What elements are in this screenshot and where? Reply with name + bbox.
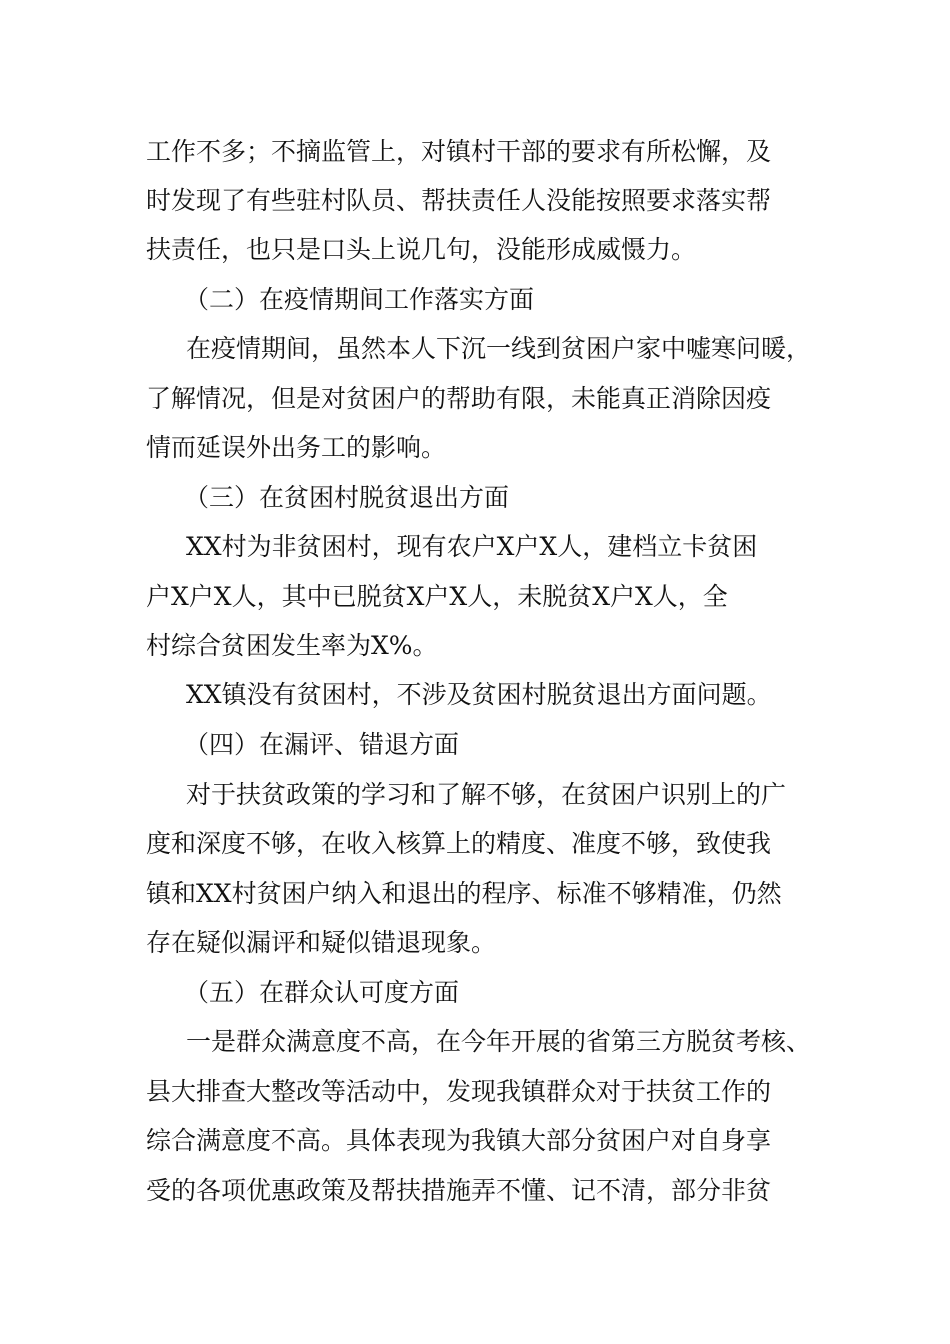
text-line: 度和深度不够，在收入核算上的精度、准度不够，致使我 bbox=[146, 829, 772, 858]
text-line: 户X户X人，其中已脱贫X户X人，未脱贫X户X人，全 bbox=[146, 582, 728, 611]
text-line: 对于扶贫政策的学习和了解不够，在贫困户识别上的广 bbox=[186, 780, 787, 809]
section-heading: （二）在疫情期间工作落实方面 bbox=[184, 285, 535, 314]
text-line: 时发现了有些驻村队员、帮扶责任人没能按照要求落实帮 bbox=[146, 186, 772, 215]
text-line: 工作不多；不摘监管上，对镇村干部的要求有所松懈，及 bbox=[146, 137, 772, 166]
text-line: 扶责任，也只是口头上说几句，没能形成威慑力。 bbox=[146, 235, 697, 264]
text-line: 镇和XX村贫困户纳入和退出的程序、标准不够精准，仍然 bbox=[146, 879, 782, 908]
text-line: 情而延误外出务工的影响。 bbox=[146, 433, 447, 462]
section-heading: （三）在贫困村脱贫退出方面 bbox=[184, 483, 510, 512]
section-heading: （四）在漏评、错退方面 bbox=[184, 730, 460, 759]
section-heading: （五）在群众认可度方面 bbox=[184, 978, 460, 1007]
text-line: 受的各项优惠政策及帮扶措施弄不懂、记不清，部分非贫 bbox=[146, 1176, 772, 1205]
text-line: XX村为非贫困村，现有农户X户X人，建档立卡贫困 bbox=[186, 532, 758, 561]
text-line: XX镇没有贫困村，不涉及贫困村脱贫退出方面问题。 bbox=[186, 680, 772, 709]
text-line: 一是群众满意度不高，在今年开展的省第三方脱贫考核、 bbox=[186, 1027, 812, 1056]
text-line: 存在疑似漏评和疑似错退现象。 bbox=[146, 928, 497, 957]
text-line: 县大排查大整改等活动中，发现我镇群众对于扶贫工作的 bbox=[146, 1077, 772, 1106]
text-line: 在疫情期间，虽然本人下沉一线到贫困户家中嘘寒问暖， bbox=[186, 334, 812, 363]
text-line: 了解情况，但是对贫困户的帮助有限，未能真正消除因疫 bbox=[146, 384, 772, 413]
text-line: 综合满意度不高。具体表现为我镇大部分贫困户对自身享 bbox=[146, 1126, 772, 1155]
text-line: 村综合贫困发生率为X%。 bbox=[146, 631, 438, 660]
